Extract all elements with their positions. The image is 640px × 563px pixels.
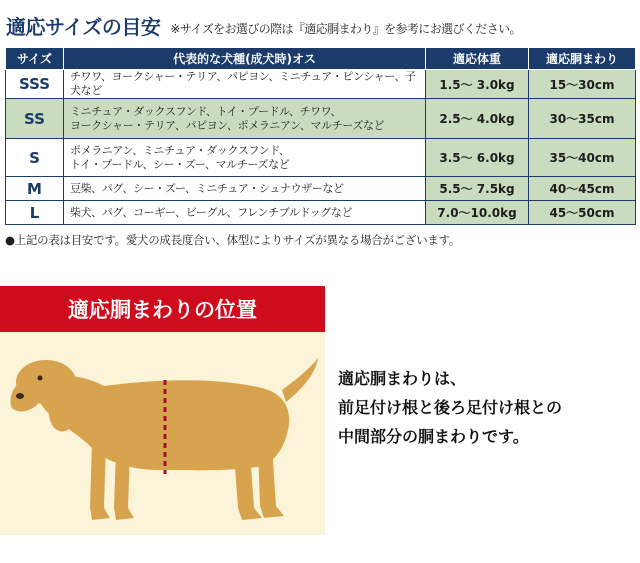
footnote: ●上記の表は目安です。愛犬の成長度合い、体型によりサイズが異なる場合がございます。 <box>5 233 460 247</box>
column-header-girth: 適応胴まわり <box>529 48 636 70</box>
table-row <box>6 70 636 99</box>
girth-position-banner: 適応胴まわりの位置 <box>0 286 325 332</box>
page-title: 適応サイズの目安 <box>6 15 161 39</box>
weight-range: 2.5～ 4.0kg <box>426 99 529 139</box>
dog-nose <box>16 393 24 399</box>
breed-list: ポメラニアン、ミニチュア・ダックスフンド、 トイ・プードル、シー・ズー、マルチーズなど <box>64 139 426 177</box>
title-row <box>6 6 521 40</box>
size-table <box>5 47 636 225</box>
table-row <box>6 99 636 139</box>
description-line: 前足付け根と後ろ足付け根との <box>338 398 563 417</box>
table-row <box>6 177 636 201</box>
table-header-row <box>6 48 636 70</box>
size-label: SS <box>6 99 64 139</box>
girth-range: 35～40cm <box>529 139 636 177</box>
description-line: 適応胴まわりは、 <box>338 369 467 388</box>
weight-range: 3.5～ 6.0kg <box>426 139 529 177</box>
girth-range: 45～50cm <box>529 201 636 225</box>
table-row <box>6 201 636 225</box>
size-label: S <box>6 139 64 177</box>
girth-range: 30～35cm <box>529 99 636 139</box>
weight-range: 1.5～ 3.0kg <box>426 70 529 99</box>
breed-list: チワワ、ヨークシャー・テリア、パピヨン、ミニチュア・ピンシャー、子犬など <box>64 70 426 99</box>
column-header-weight: 適応体重 <box>426 48 529 70</box>
description-line: 中間部分の胴まわりです。 <box>338 427 529 446</box>
table-row <box>6 139 636 177</box>
size-label: SSS <box>6 70 64 99</box>
dog-illustration-panel <box>0 332 325 535</box>
weight-range: 5.5～ 7.5kg <box>426 177 529 201</box>
size-label: M <box>6 177 64 201</box>
size-label: L <box>6 201 64 225</box>
size-note: ※サイズをお選びの際は『適応胴まわり』を参考にお選びください。 <box>170 22 521 36</box>
dog-eye <box>38 376 43 381</box>
column-header-breeds: 代表的な犬種(成犬時)オス <box>64 48 426 70</box>
girth-description <box>338 364 562 451</box>
girth-range: 15～30cm <box>529 70 636 99</box>
column-header-size: サイズ <box>6 48 64 70</box>
weight-range: 7.0～10.0kg <box>426 201 529 225</box>
breed-list: 柴犬、パグ、コーギー、ビーグル、フレンチブルドッグなど <box>64 201 426 225</box>
breed-list: 豆柴、パグ、シー・ズー、ミニチュア・シュナウザーなど <box>64 177 426 201</box>
girth-range: 40～45cm <box>529 177 636 201</box>
breed-list: ミニチュア・ダックスフンド、トイ・プードル、チワワ、 ヨークシャー・テリア、パピヨン、ポメラニアン、マルチーズなど <box>64 99 426 139</box>
dog-illustration <box>0 332 325 535</box>
